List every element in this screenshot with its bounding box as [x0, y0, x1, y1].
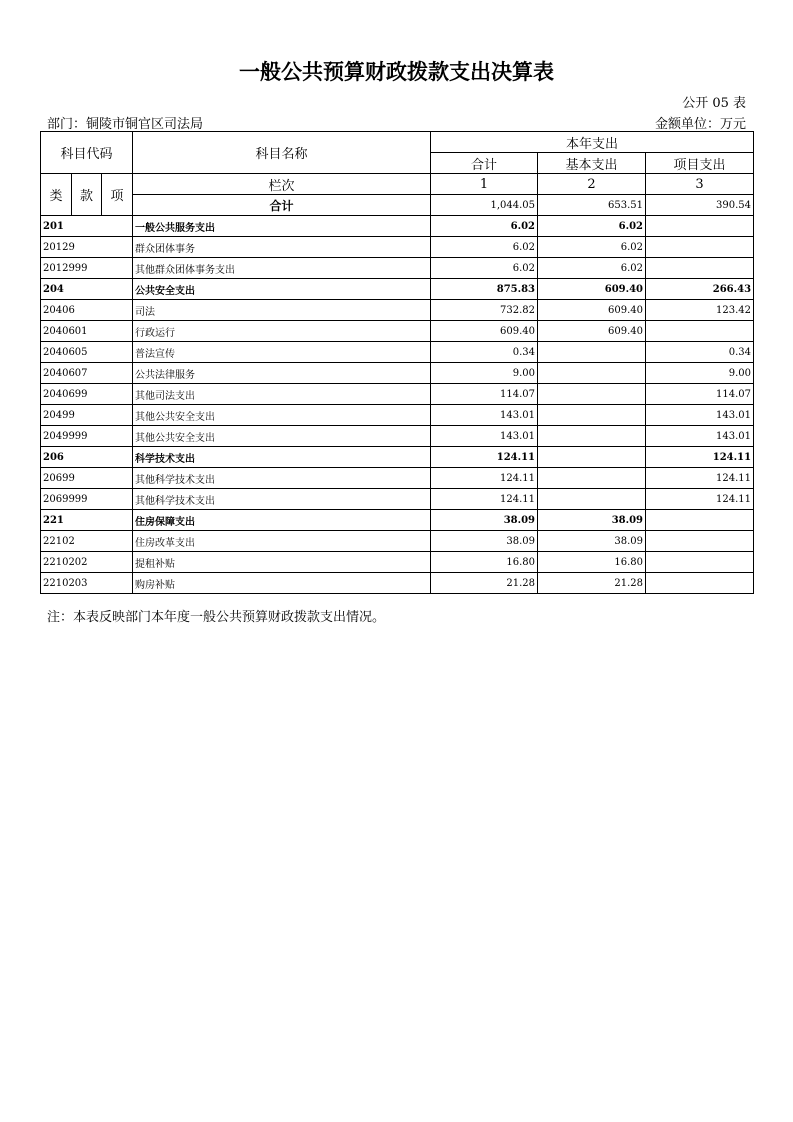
row-total: 875.83 [431, 279, 538, 300]
table-row [41, 510, 754, 531]
row-basic [538, 342, 646, 363]
row-total: 38.09 [431, 531, 538, 552]
header-col1: 1 [431, 174, 538, 195]
row-total: 6.02 [431, 216, 538, 237]
row-basic: 6.02 [538, 237, 646, 258]
table-row [41, 468, 754, 489]
grand-total-total: 1,044.05 [431, 195, 538, 216]
row-project [646, 552, 754, 573]
row-name: 住房改革支出 [133, 531, 431, 552]
row-project: 143.01 [646, 405, 754, 426]
row-code: 20129 [41, 237, 133, 258]
row-project: 143.01 [646, 426, 754, 447]
row-total: 16.80 [431, 552, 538, 573]
row-name: 科学技术支出 [133, 447, 431, 468]
row-name: 住房保障支出 [133, 510, 431, 531]
row-total: 124.11 [431, 468, 538, 489]
header-subject-name: 科目名称 [133, 132, 431, 174]
row-name: 其他科学技术支出 [133, 489, 431, 510]
unit-label: 金额单位：万元 [654, 117, 746, 132]
row-code: 22102 [41, 531, 133, 552]
row-code: 20699 [41, 468, 133, 489]
form-number: 公开 05 表 [682, 96, 746, 111]
table-row [41, 384, 754, 405]
row-name: 公共安全支出 [133, 279, 431, 300]
row-code: 2210202 [41, 552, 133, 573]
page-title: 一般公共预算财政拨款支出决算表 [239, 60, 554, 84]
row-project [646, 531, 754, 552]
grand-total-label: 合计 [133, 195, 431, 216]
row-basic [538, 363, 646, 384]
header-col3: 3 [646, 174, 754, 195]
table-row [41, 342, 754, 363]
row-total: 6.02 [431, 258, 538, 279]
row-name: 公共法律服务 [133, 363, 431, 384]
row-project: 266.43 [646, 279, 754, 300]
department-label: 部门：铜陵市铜官区司法局 [47, 117, 204, 132]
row-name: 一般公共服务支出 [133, 216, 431, 237]
row-name: 其他司法支出 [133, 384, 431, 405]
header-lei: 类 [41, 174, 72, 216]
row-basic [538, 489, 646, 510]
row-total: 9.00 [431, 363, 538, 384]
row-total: 732.82 [431, 300, 538, 321]
row-code: 20406 [41, 300, 133, 321]
row-code: 2210203 [41, 573, 133, 594]
row-name: 群众团体事务 [133, 237, 431, 258]
row-basic [538, 384, 646, 405]
table-row [41, 531, 754, 552]
row-code: 221 [41, 510, 133, 531]
row-basic [538, 405, 646, 426]
grand-total-project: 390.54 [646, 195, 754, 216]
row-code: 2012999 [41, 258, 133, 279]
grand-total-row [41, 195, 754, 216]
header-basic: 基本支出 [538, 153, 646, 174]
row-total: 124.11 [431, 489, 538, 510]
row-name: 行政运行 [133, 321, 431, 342]
row-project: 114.07 [646, 384, 754, 405]
table-row [41, 300, 754, 321]
table-row [41, 573, 754, 594]
row-name: 普法宣传 [133, 342, 431, 363]
row-code: 204 [41, 279, 133, 300]
row-total: 21.28 [431, 573, 538, 594]
table-row [41, 489, 754, 510]
row-code: 2040601 [41, 321, 133, 342]
row-name: 提租补贴 [133, 552, 431, 573]
row-basic: 38.09 [538, 510, 646, 531]
header-kuan: 款 [72, 174, 102, 216]
row-name: 其他公共安全支出 [133, 405, 431, 426]
row-project: 0.34 [646, 342, 754, 363]
row-total: 114.07 [431, 384, 538, 405]
table-row [41, 237, 754, 258]
table-row [41, 426, 754, 447]
row-name: 其他科学技术支出 [133, 468, 431, 489]
header-subject-code: 科目代码 [41, 132, 133, 174]
row-name: 购房补贴 [133, 573, 431, 594]
row-project [646, 258, 754, 279]
table-row [41, 279, 754, 300]
table-row [41, 258, 754, 279]
row-total: 143.01 [431, 426, 538, 447]
row-basic: 38.09 [538, 531, 646, 552]
grand-total-basic: 653.51 [538, 195, 646, 216]
table-row [41, 552, 754, 573]
row-project: 124.11 [646, 447, 754, 468]
row-total: 609.40 [431, 321, 538, 342]
row-code: 2040605 [41, 342, 133, 363]
row-code: 2049999 [41, 426, 133, 447]
row-project: 124.11 [646, 468, 754, 489]
row-basic: 21.28 [538, 573, 646, 594]
expenditure-table [40, 131, 754, 594]
row-total: 38.09 [431, 510, 538, 531]
row-code: 206 [41, 447, 133, 468]
row-project [646, 237, 754, 258]
row-code: 2040699 [41, 384, 133, 405]
row-name: 其他公共安全支出 [133, 426, 431, 447]
row-project: 124.11 [646, 489, 754, 510]
row-basic: 609.40 [538, 321, 646, 342]
header-column-seq: 栏次 [133, 174, 431, 195]
table-row [41, 405, 754, 426]
table-row [41, 321, 754, 342]
table-row [41, 216, 754, 237]
header-xiang: 项 [102, 174, 133, 216]
row-code: 201 [41, 216, 133, 237]
row-project [646, 510, 754, 531]
row-total: 124.11 [431, 447, 538, 468]
row-name: 司法 [133, 300, 431, 321]
row-basic [538, 426, 646, 447]
row-project [646, 573, 754, 594]
row-basic: 609.40 [538, 279, 646, 300]
row-project [646, 321, 754, 342]
header-project: 项目支出 [646, 153, 754, 174]
row-total: 6.02 [431, 237, 538, 258]
row-basic [538, 468, 646, 489]
table-row [41, 363, 754, 384]
row-total: 0.34 [431, 342, 538, 363]
row-code: 2040607 [41, 363, 133, 384]
row-basic: 6.02 [538, 258, 646, 279]
footnote: 注：本表反映部门本年度一般公共预算财政拨款支出情况。 [47, 610, 386, 625]
row-project: 123.42 [646, 300, 754, 321]
row-name: 其他群众团体事务支出 [133, 258, 431, 279]
header-current-year: 本年支出 [431, 132, 754, 153]
table-row [41, 447, 754, 468]
row-basic: 6.02 [538, 216, 646, 237]
row-code: 2069999 [41, 489, 133, 510]
row-basic: 16.80 [538, 552, 646, 573]
row-basic [538, 447, 646, 468]
header-total: 合计 [431, 153, 538, 174]
header-col2: 2 [538, 174, 646, 195]
row-project [646, 216, 754, 237]
row-total: 143.01 [431, 405, 538, 426]
row-project: 9.00 [646, 363, 754, 384]
row-code: 20499 [41, 405, 133, 426]
row-basic: 609.40 [538, 300, 646, 321]
